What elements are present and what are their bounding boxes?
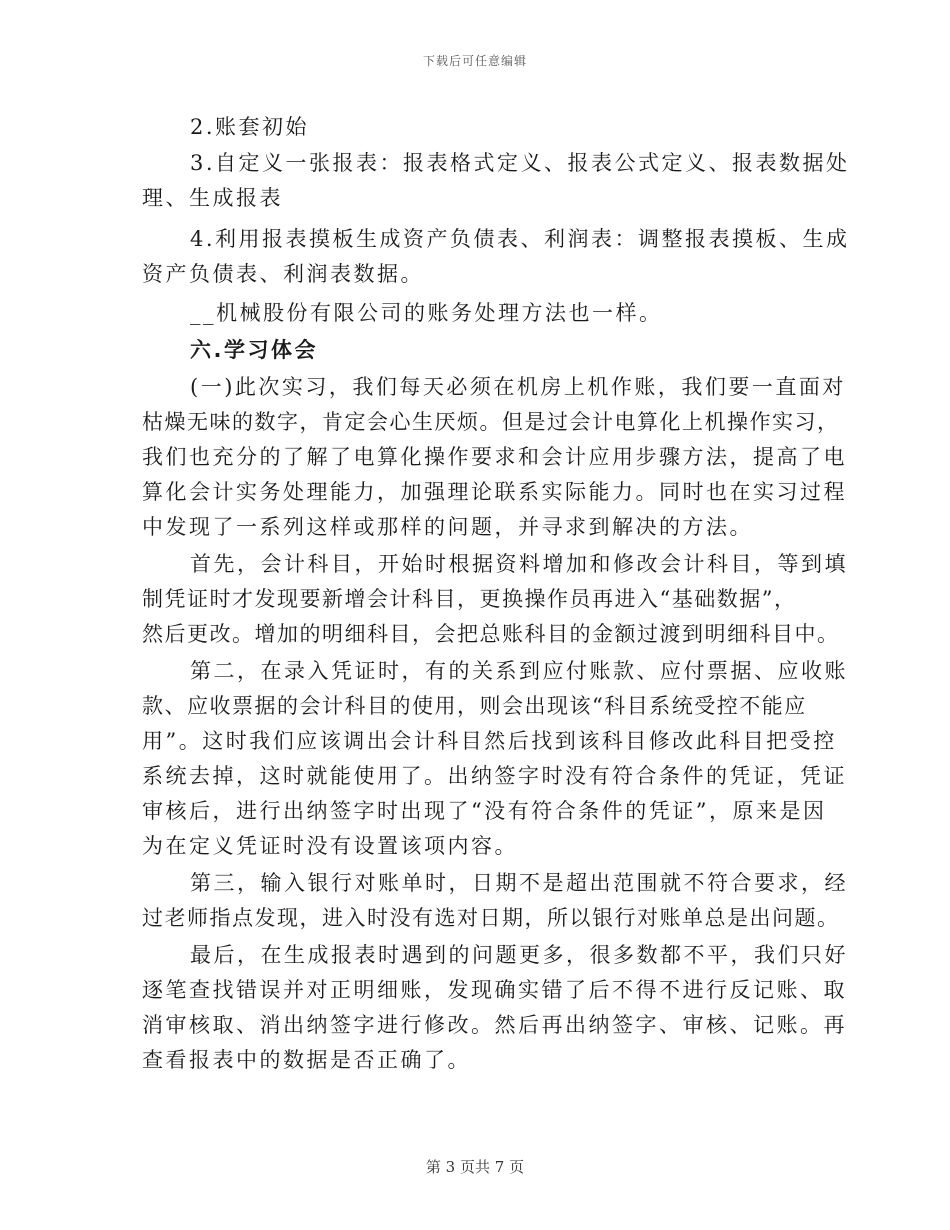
- text-line: 枯燥无味的数字，肯定会心生厌烦。但是过会计电算化上机操作实习，: [142, 410, 840, 434]
- page-header: 下载后可任意编辑: [422, 54, 527, 68]
- text-line: 2.账套初始: [190, 115, 310, 139]
- text-line: 用”。这时我们应该调出会计科目然后找到该科目修改此科目把受控: [142, 729, 837, 753]
- document-body: [142, 110, 850, 1078]
- text-line: 资产负债表、利润表数据。: [142, 262, 424, 286]
- text-line: 过老师指点发现，进入时没有选对日期，所以银行对账单总是出问题。: [142, 906, 840, 930]
- text-line: 第三，输入银行对账单时，日期不是超出范围就不符合要求，经: [190, 871, 848, 895]
- text-line: 逐笔查找错误并对正明细账，发现确实错了后不得不进行反记账、取: [142, 978, 847, 1002]
- page-footer: 第 3 页共 7 页: [425, 1158, 525, 1176]
- text-line: 算化会计实务处理能力，加强理论联系实际能力。同时也在实习过程: [142, 480, 847, 504]
- text-line: 理、生成报表: [142, 186, 283, 210]
- text-line: 然后更改。增加的明细科目，会把总账科目的金额过渡到明细科目中。: [142, 622, 840, 646]
- text-line: 第二，在录入凭证时，有的关系到应付账款、应付票据、应收账: [190, 659, 848, 683]
- text-line: 中发现了一系列这样或那样的问题，并寻求到解决的方法。: [142, 515, 753, 539]
- text-line: __机械股份有限公司的账务处理方法也一样。: [190, 301, 663, 325]
- text-line: 系统去掉，这时就能使用了。出纳签字时没有符合条件的凭证，凭证: [142, 764, 847, 788]
- text-line: 款、应收票据的会计科目的使用，则会出现该“科目系统受控不能应: [142, 694, 807, 718]
- text-line: 最后，在生成报表时遇到的问题更多，很多数都不平，我们只好: [190, 943, 848, 967]
- text-line: 我们也充分的了解了电算化操作要求和会计应用步骤方法，提高了电: [142, 445, 847, 469]
- text-line: 4.利用报表摸板生成资产负债表、利润表：调整报表摸板、生成: [190, 227, 850, 251]
- text-line: 审核后，进行出纳签字时出现了“没有符合条件的凭证”，原来是因: [142, 799, 827, 823]
- section-heading: 六.学习体会: [190, 338, 318, 362]
- text-line: 3.自定义一张报表：报表格式定义、报表公式定义、报表数据处: [190, 151, 850, 175]
- text-line: 查看报表中的数据是否正确了。: [142, 1048, 471, 1072]
- text-line: 消审核取、消出纳签字进行修改。然后再出纳签字、审核、记账。再: [142, 1013, 847, 1037]
- text-line: 为在定义凭证时没有设置该项内容。: [142, 834, 518, 858]
- text-line: 首先，会计科目，开始时根据资料增加和修改会计科目，等到填: [190, 552, 848, 576]
- text-line: (一)此次实习，我们每天必须在机房上机作账，我们要一直面对: [190, 375, 846, 399]
- text-line: 制凭证时才发现要新增会计科目，更换操作员再进入“基础数据”，: [142, 587, 797, 611]
